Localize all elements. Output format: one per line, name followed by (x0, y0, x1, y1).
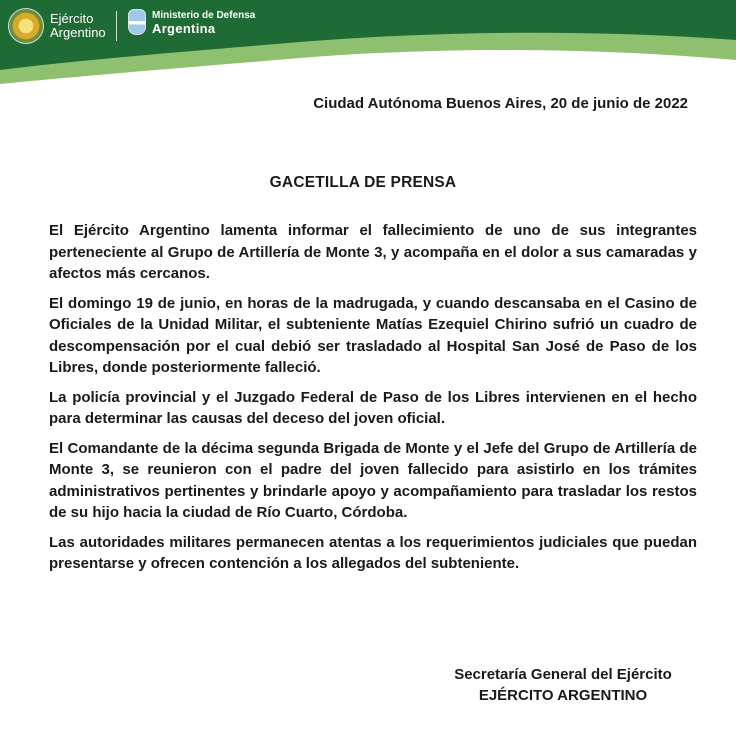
paragraph: El Comandante de la décima segunda Brigada de Monte y el Jefe del Grupo de Artillería de Monte 3, se reunieron con el padre del joven fallecido para asistirlo en los trámites administrativos pertinentes y brindarle apoyo y acompañamiento para trasladar los restos de su hijo hacia la ciudad de Río Cuarto, Córdoba. (49, 439, 697, 521)
paragraph: Las autoridades militares permanecen atentas a los requerimientos judiciales que puedan presentarse y ofrecen contención a los allegados del subteniente. (49, 533, 697, 572)
letterhead (0, 0, 736, 84)
logo-divider (116, 11, 117, 41)
ministerio-logo (128, 9, 255, 35)
paragraph: El Ejército Argentino lamenta informar el fallecimiento de uno de sus integrantes perteneciente al Grupo de Artillería de Monte 3, y acompaña en el dolor a sus camaradas y afectos más cercanos. (49, 222, 697, 282)
paragraph: La policía provincial y el Juzgado Federal de Paso de los Libres intervienen en el hecho para determinar las causas del deceso del joven oficial. (49, 388, 697, 427)
org1-line2: Argentino (50, 25, 106, 40)
ejercito-logo-text (50, 12, 106, 40)
paragraph: El domingo 19 de junio, en horas de la madrugada, y cuando descansaba en el Casino de Oficiales de la Unidad Militar, el subteniente Matías Ezequiel Chirino sufrió un cuadro de descompensación por el cual debió ser trasladado al Hospital San José de Paso de los Libres, donde posteriormente falleció. (49, 294, 697, 376)
signature-block (400, 664, 726, 706)
document-title: GACETILLA DE PRENSA (269, 174, 457, 191)
ejercito-logo (8, 8, 117, 44)
signature-line1: Secretaría General del Ejército (454, 666, 672, 683)
org1-line1: Ejército (50, 11, 94, 26)
national-shield-icon (128, 9, 146, 35)
document-date: Ciudad Autónoma Buenos Aires, 20 de junio de 2022 (313, 95, 688, 112)
org2-line2: Argentina (152, 21, 216, 36)
signature-line2: EJÉRCITO ARGENTINO (478, 687, 648, 704)
org2-line1: Ministerio de Defensa (152, 10, 256, 21)
document-body (49, 220, 697, 583)
ejercito-seal-icon (8, 8, 44, 44)
ministerio-logo-text (152, 9, 255, 35)
